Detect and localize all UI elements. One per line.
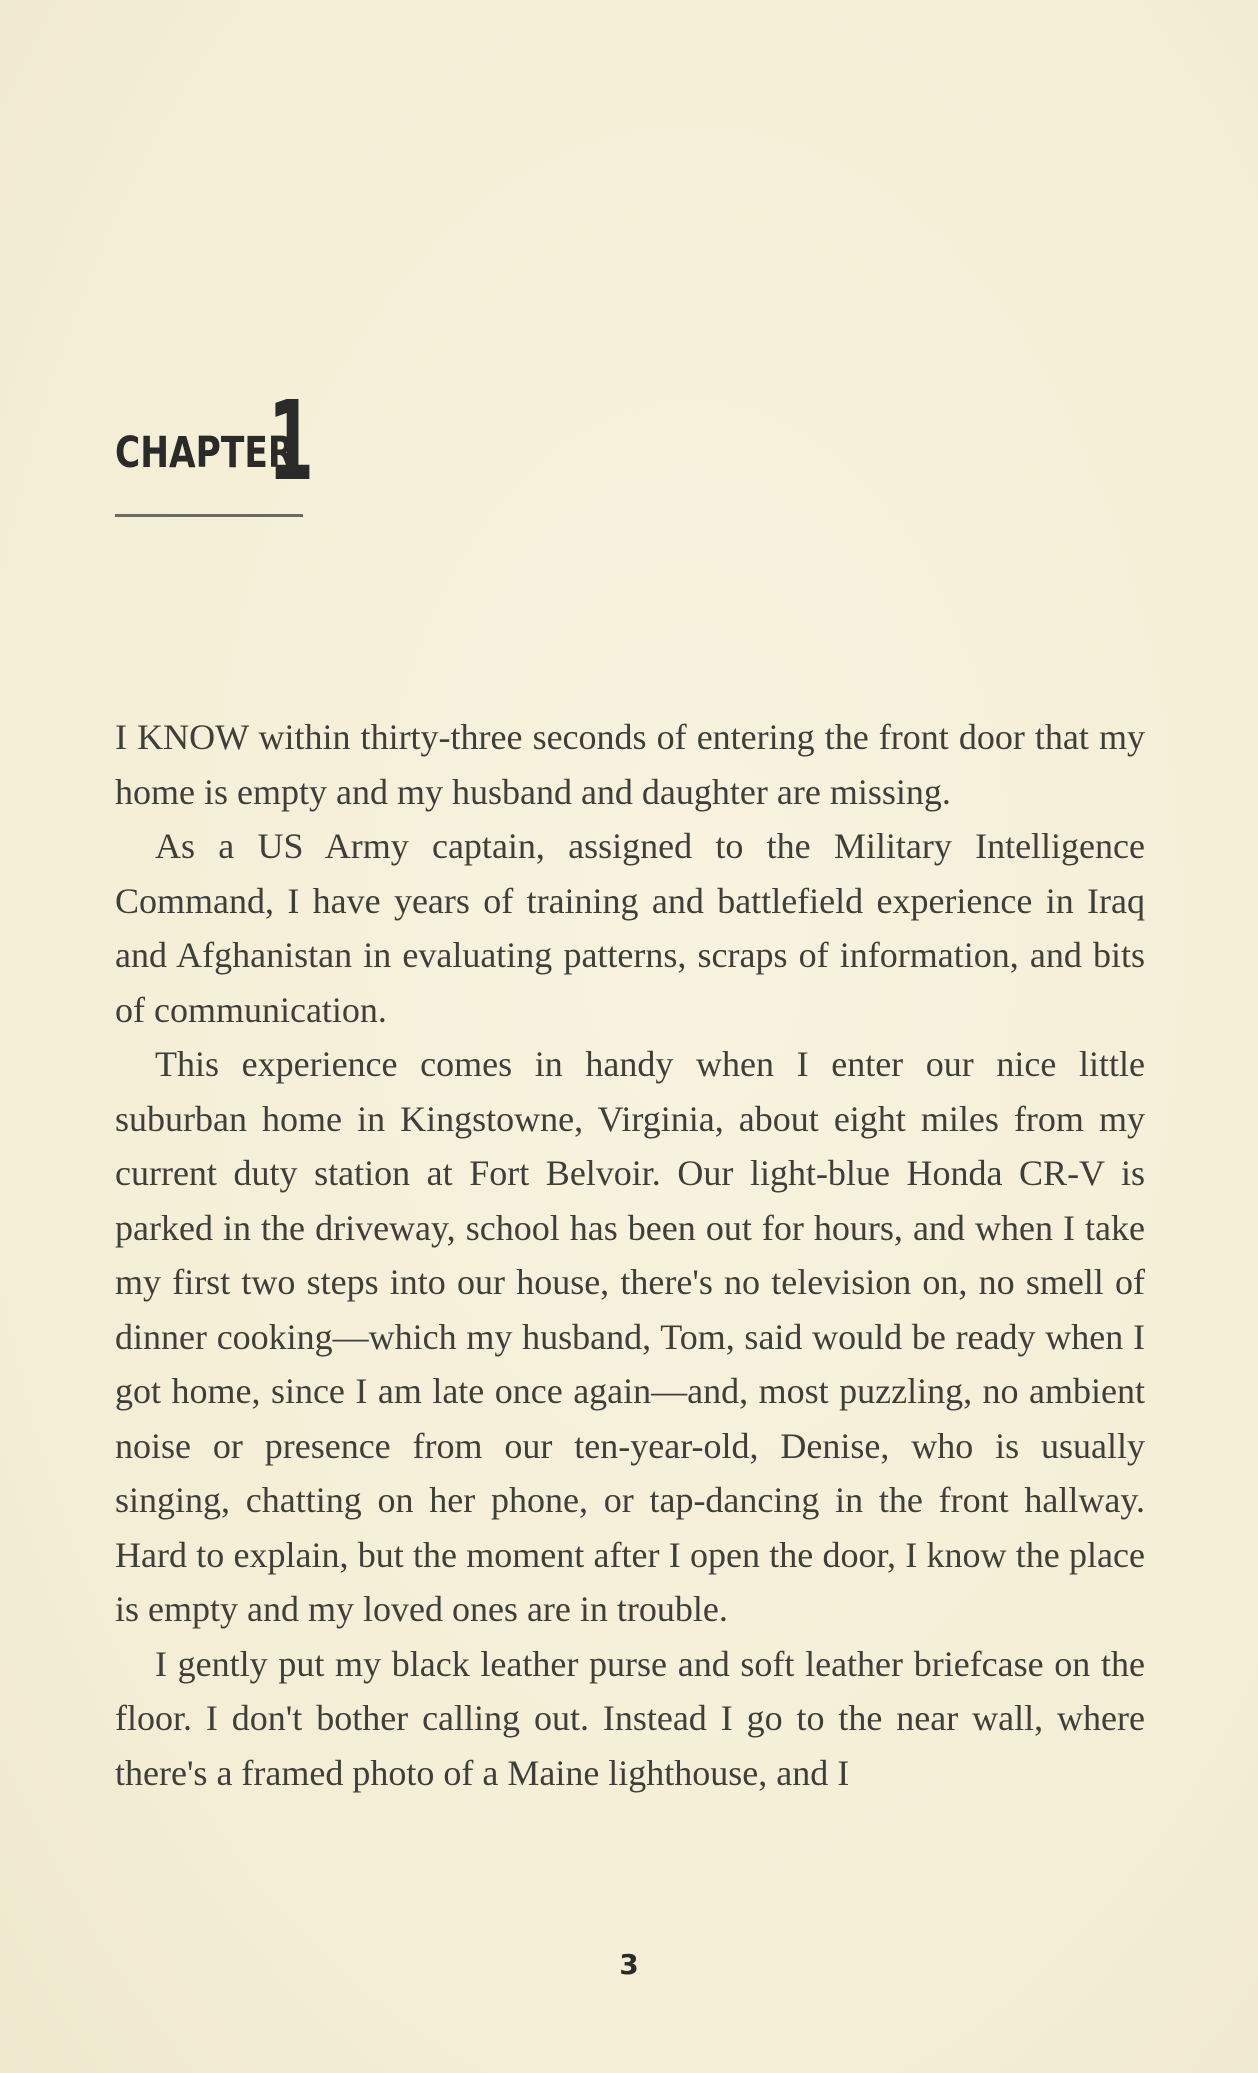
paragraph-2: As a US Army captain, assigned to the Military Intelligence Command, I have years of training and battlefield experience in Iraq and Afghanistan in evaluating patterns, scraps of information, and bits of communication.	[115, 826, 1145, 1030]
paragraph-4: I gently put my black leather purse and soft leather briefcase on the floor. I don't bother calling out. Instead I go to the near wall, where there's a framed photo of a Maine lighthouse, and I	[115, 1643, 1145, 1793]
page-number: 3	[619, 1948, 639, 1981]
chapter-heading	[115, 377, 314, 517]
paragraph-3: This experience comes in handy when I enter our nice little suburban home in Kingstowne, Virginia, about eight miles from my current duty station at Fort Belvoir. Our light-blue Honda CR-V is parked in the driveway, school has been out for hours, and when I take my first two steps into our house, there's no television on, no smell of dinner cooking—which my husband, Tom, said would be ready when I got home, since I am late once again—and, most puzzling, no ambient noise or presence from our ten-year-old, Denise, who is usually singing, chatting on her phone, or tap-dancing in the front hallway. Hard to explain, but the moment after I open the door, I know the place is empty and my loved ones are in trouble.	[115, 1044, 1145, 1629]
chapter-number: 1	[268, 377, 314, 505]
chapter-body	[115, 710, 1145, 1800]
paragraph-1: I KNOW within thirty-three seconds of entering the front door that my home is empty and my husband and daughter are missing.	[115, 717, 1145, 812]
chapter-label: CHAPTER	[115, 428, 295, 478]
